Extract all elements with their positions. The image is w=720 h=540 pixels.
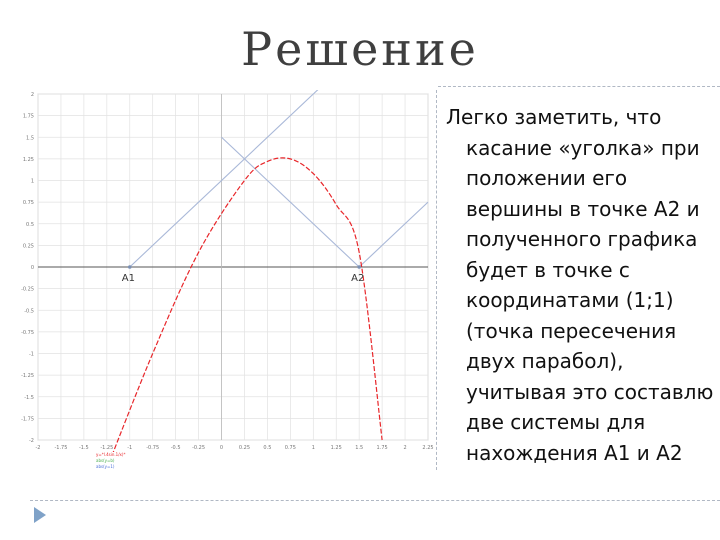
y-tick-label: 0.5	[26, 221, 34, 228]
y-tick-label: -0.75	[21, 329, 34, 336]
text-line: двух парабол),	[466, 349, 624, 373]
y-tick-label: 1.5	[26, 135, 34, 142]
solution-text	[446, 102, 720, 468]
y-tick-label: -0.25	[21, 286, 34, 293]
y-tick-label: -1	[29, 351, 34, 358]
x-tick-label: 1.25	[330, 445, 342, 451]
text-line: касание «уголка» при	[466, 135, 700, 160]
y-tick-label: -2	[29, 438, 34, 444]
legend-entry: y=*l.4sin.1/x)*	[96, 452, 126, 457]
x-tick-label: -0.5	[170, 445, 181, 451]
legend-entry: abs(y=1)	[96, 464, 115, 469]
text-line: положении его	[466, 166, 628, 190]
y-tick-label: 1.25	[22, 156, 34, 163]
x-tick-label: -1.5	[78, 445, 89, 451]
chart-legend	[96, 452, 125, 470]
text-line: вершины в точке А2 и	[466, 196, 700, 221]
x-tick-label: 2	[403, 445, 407, 451]
text-line: нахождения А1 и А2	[466, 440, 683, 465]
y-tick-label: -1.25	[21, 373, 34, 380]
x-tick-label: -1.75	[54, 445, 68, 451]
x-tick-label: -0.25	[192, 445, 206, 451]
point-marker	[357, 265, 361, 269]
x-tick-label: 0.75	[284, 445, 296, 451]
bottom-divider	[30, 500, 720, 501]
text-line: Легко заметить, что	[446, 105, 662, 129]
y-tick-label: -0.5	[24, 308, 34, 315]
x-tick-label: 0	[219, 445, 224, 451]
x-tick-label: 1	[311, 445, 315, 451]
text-line: будет в точке с	[466, 257, 630, 282]
top-divider	[438, 86, 720, 87]
slide-title: Решение	[241, 22, 479, 76]
function-graph	[18, 90, 438, 452]
x-tick-label: 1.75	[376, 445, 388, 451]
text-line: координатами (1;1)	[466, 288, 674, 312]
y-tick-label: 1.75	[22, 113, 34, 120]
point-marker	[128, 265, 132, 269]
y-tick-label: 0.25	[22, 243, 34, 250]
x-tick-label: -1.25	[100, 445, 114, 451]
text-line: (точка пересечения	[466, 318, 677, 343]
x-tick-label: 0.5	[263, 445, 272, 451]
x-tick-label: 2.25	[422, 445, 434, 451]
x-tick-label: 0.25	[238, 445, 251, 451]
x-tick-label: -0.75	[146, 445, 160, 451]
text-line: учитывая это составлю	[466, 379, 714, 404]
point-label: A2	[351, 273, 365, 284]
y-tick-label: 0	[30, 265, 34, 271]
x-tick-label: 1.5	[355, 445, 364, 451]
y-tick-label: 0.75	[22, 200, 34, 207]
legend-entry: abs(y=b)	[96, 458, 115, 463]
y-tick-label: -1.5	[24, 394, 34, 401]
y-tick-label: 2	[30, 92, 34, 98]
text-line: полученного графика	[466, 227, 698, 251]
y-tick-label: -1.75	[21, 416, 34, 423]
text-line: две системы для	[466, 410, 646, 434]
y-tick-label: 1	[30, 178, 34, 185]
x-tick-label: -2	[35, 445, 41, 451]
x-tick-label: -1	[127, 445, 133, 451]
point-label: A1	[121, 273, 135, 284]
next-slide-arrow-icon[interactable]	[34, 507, 46, 523]
